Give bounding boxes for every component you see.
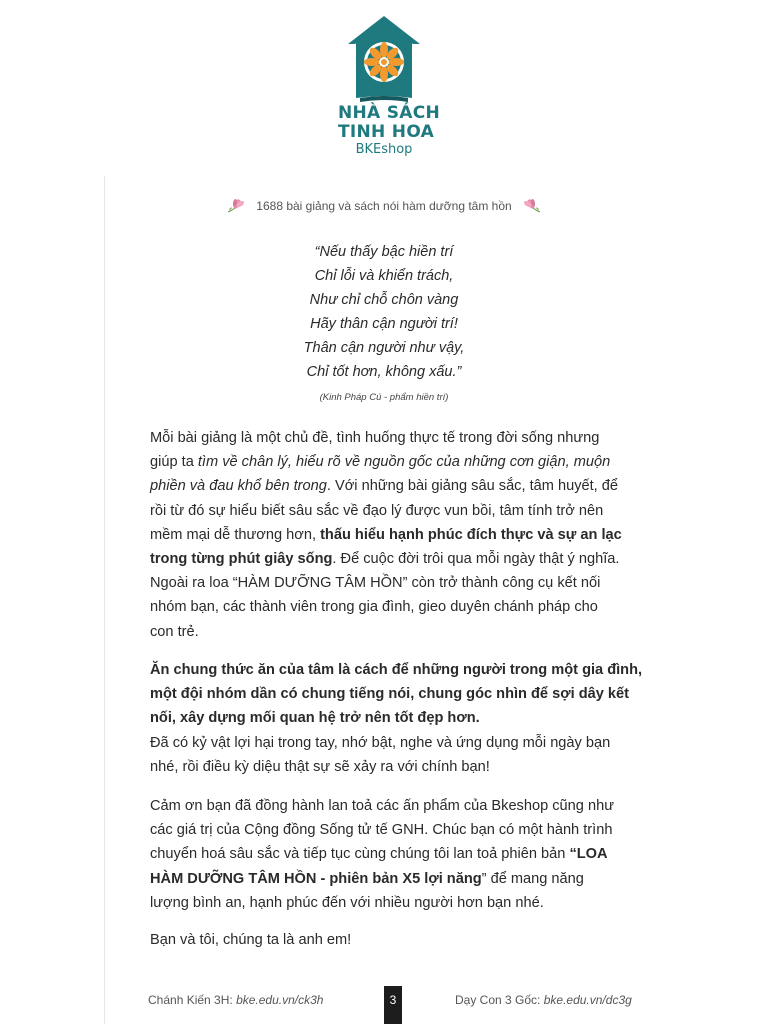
- italic-run: phiền và đau khổ bên trong: [150, 478, 327, 495]
- footer-right-label: Dạy Con 3 Gốc:: [455, 993, 544, 1007]
- poem-line: Như chỉ chỗ chôn vàng: [309, 292, 459, 308]
- bold-run: “LOA: [569, 846, 608, 863]
- text-run: . Để cuộc đời trôi qua mỗi ngày thật ý nghĩa.: [332, 551, 620, 568]
- text-line: [150, 450, 638, 474]
- footer-left-link[interactable]: bke.edu.vn/ck3h: [236, 993, 324, 1007]
- text-line: Bạn và tôi, chúng ta là anh em!: [150, 932, 352, 948]
- footer-left: [148, 993, 323, 1007]
- text-run: mềm mại dễ thương hơn,: [150, 526, 321, 543]
- text-line: [150, 842, 638, 866]
- footer-left-label: Chánh Kiến 3H:: [148, 993, 237, 1007]
- lotus-flower-icon: [521, 198, 543, 214]
- poem-citation: (Kinh Pháp Cú - phẩm hiền trí): [319, 392, 449, 403]
- paragraph-intro: [150, 426, 638, 644]
- text-run: giúp ta: [150, 454, 198, 471]
- text-line: Đã có kỷ vật lợi hại trong tay, nhớ bật, nghe và ứng dụng mỗi ngày bạn: [150, 734, 611, 751]
- paragraph-thanks: [150, 794, 638, 915]
- text-line: [150, 547, 638, 571]
- text-line: Ăn chung thức ăn của tâm là cách để những người trong một gia đình,: [150, 662, 643, 678]
- footer-right-link[interactable]: bke.edu.vn/dc3g: [543, 993, 632, 1007]
- text-run: chuyển hoá sâu sắc và tiếp tục cùng chúng tôi lan toả phiên bản: [150, 846, 570, 863]
- poem-line: “Nếu thấy bậc hiền trí: [314, 244, 454, 260]
- tagline: [0, 198, 768, 214]
- text-line: [150, 867, 638, 891]
- text-line: các giá trị của Cộng đồng Sống tử tế GNH. Chúc bạn có một hành trình: [150, 822, 613, 839]
- paragraph-closing: [150, 928, 638, 952]
- bold-run: trong từng phút giây sống: [150, 551, 333, 568]
- text-run: ” để mang năng: [481, 870, 584, 887]
- page-number: 3: [384, 986, 402, 1024]
- text-line: lượng bình an, hạnh phúc đến với nhiều người hơn bạn nhé.: [150, 894, 544, 911]
- tagline-text: 1688 bài giảng và sách nói hàm dưỡng tâm hồn: [256, 199, 512, 213]
- poem-quote: [0, 240, 768, 384]
- paragraph-shared-food: [150, 658, 643, 779]
- text-line: Ngoài ra loa “HÀM DƯỠNG TÂM HỒN” còn trở thành công cụ kết nối: [150, 575, 601, 592]
- text-line: nhóm bạn, các thành viên trong gia đình, gieo duyên chánh pháp cho: [150, 599, 598, 616]
- text-line: Mỗi bài giảng là một chủ đề, tình huống thực tế trong đời sống nhưng: [150, 430, 600, 446]
- lotus-flower-icon: [225, 198, 247, 214]
- text-line: con trẻ.: [150, 623, 199, 640]
- logo-line-2: TINH HOA: [338, 122, 435, 142]
- text-line: rồi từ đó sự hiểu biết sâu sắc về đạo lý được vun bồi, tâm tính trở nên: [150, 502, 604, 519]
- footer-right: [455, 993, 632, 1007]
- poem-line: Hãy thân cận người trí!: [310, 316, 458, 332]
- text-line: Cảm ơn bạn đã đồng hành lan toả các ấn phẩm của Bkeshop cũng như: [150, 798, 614, 814]
- text-line: nhé, rồi điều kỳ diệu thật sự sẽ xảy ra với chính bạn!: [150, 758, 490, 775]
- house-book-lotus-logo-icon: [346, 14, 422, 104]
- poem-line: Thân cận người như vậy,: [303, 340, 465, 356]
- poem-line: Chỉ tốt hơn, không xấu.”: [306, 364, 462, 380]
- text-line: một đội nhóm dần có chung tiếng nói, chung góc nhìn để sợi dây kết: [150, 686, 629, 703]
- poem-line: Chỉ lỗi và khiển trách,: [314, 268, 454, 284]
- publisher-logo: [338, 14, 441, 164]
- italic-run: tìm về chân lý, hiểu rõ về nguồn gốc của những cơn giận, muộn: [197, 454, 611, 471]
- logo-line-3: BKEshop: [355, 142, 413, 157]
- bold-run: thấu hiểu hạnh phúc đích thực và sự an lạc: [320, 526, 622, 543]
- text-line: [150, 474, 638, 498]
- logo-line-1: NHÀ SÁCH: [338, 103, 441, 123]
- text-run: . Với những bài giảng sâu sắc, tâm huyết, để: [326, 478, 619, 495]
- text-line: nối, xây dựng mối quan hệ trở nên tốt đẹp hơn.: [150, 710, 480, 727]
- bold-run: HÀM DƯỠNG TÂM HỒN - phiên bản X5 lợi năng: [150, 870, 482, 887]
- text-line: [150, 523, 638, 547]
